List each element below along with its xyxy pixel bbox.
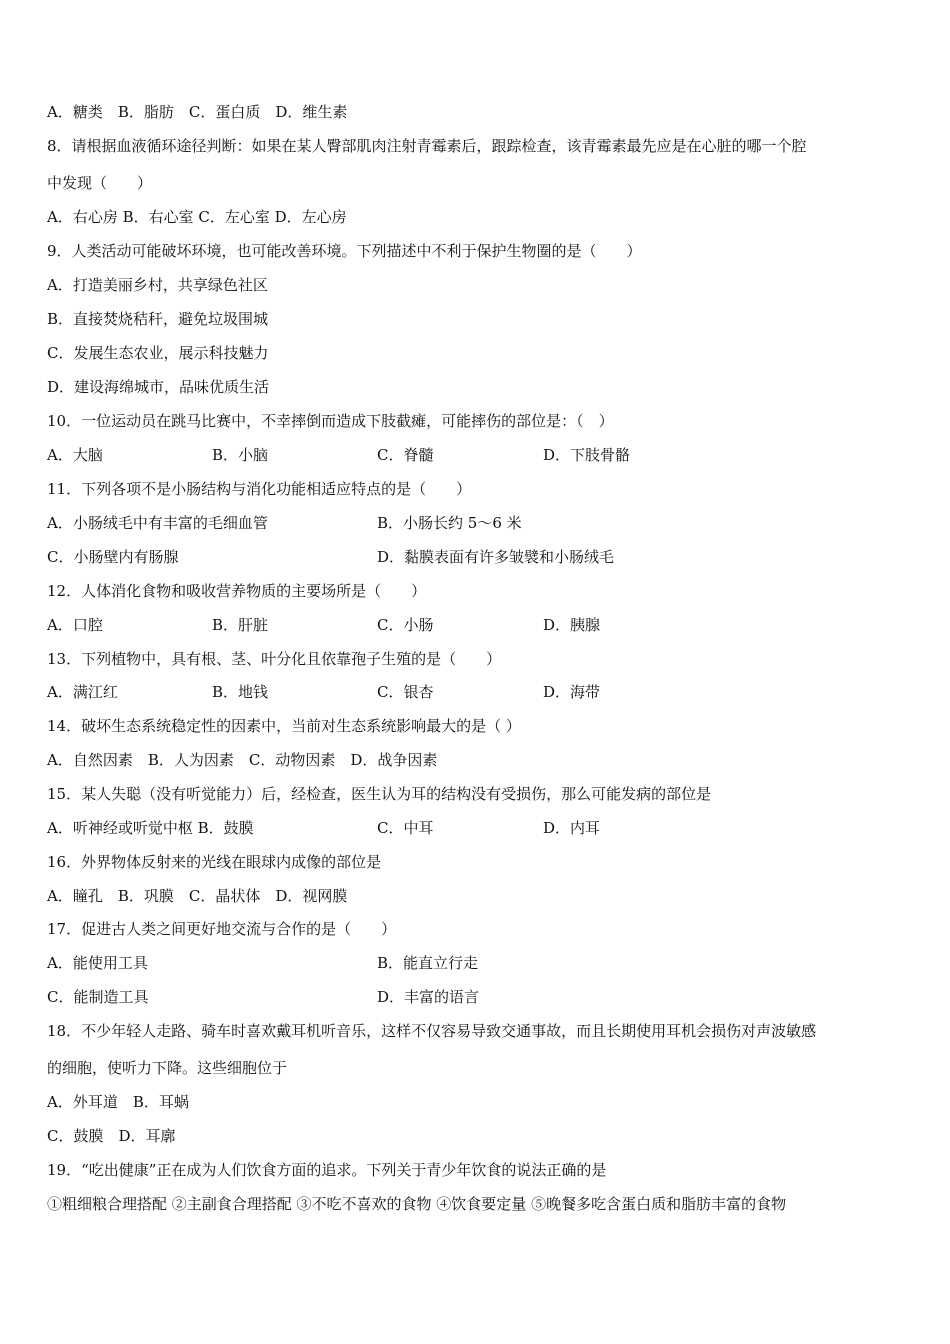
q8-stem-line-1: 8．请根据血液循环途径判断：如果在某人臀部肌肉注射青霉素后，跟踪检查，该青霉素最先应是在心脏的哪一个腔 xyxy=(47,137,807,155)
q18-options-line-1: A．外耳道 B．耳蜗 xyxy=(47,1093,189,1111)
q13-option-d: D．海带 xyxy=(543,683,601,701)
q12-option-b: B．肝脏 xyxy=(212,616,269,634)
q9-option-d: D．建设海绵城市，品味优质生活 xyxy=(47,378,270,396)
q17-stem: 17．促进古人类之间更好地交流与合作的是（ ） xyxy=(47,920,397,938)
q15-option-c: C．中耳 xyxy=(377,819,434,837)
q8-options: A．右心房 B．右心室 C．左心室 D．左心房 xyxy=(47,208,347,226)
q11-stem: 11．下列各项不是小肠结构与消化功能相适应特点的是（ ） xyxy=(47,480,472,498)
q11-option-c: C．小肠壁内有肠腺 xyxy=(47,548,179,566)
q9-stem: 9．人类活动可能破坏环境，也可能改善环境。下列描述中不利于保护生物圈的是（ ） xyxy=(47,242,642,260)
q16-stem: 16．外界物体反射来的光线在眼球内成像的部位是 xyxy=(47,853,382,871)
q17-option-d: D．丰富的语言 xyxy=(377,988,480,1006)
q15-option-d: D．内耳 xyxy=(543,819,601,837)
q14-options: A．自然因素 B．人为因素 C．动物因素 D．战争因素 xyxy=(47,751,438,769)
q12-option-d: D．胰腺 xyxy=(543,616,601,634)
q11-option-a: A．小肠绒毛中有丰富的毛细血管 xyxy=(47,514,268,532)
q18-stem-line-2: 的细胞，使听力下降。这些细胞位于 xyxy=(47,1059,288,1077)
q9-option-c: C．发展生态农业，展示科技魅力 xyxy=(47,344,269,362)
q8-stem-line-2: 中发现（ ） xyxy=(47,174,153,192)
q10-option-a: A．大脑 xyxy=(47,446,103,464)
q10-stem: 10．一位运动员在跳马比赛中，不幸摔倒而造成下肢截瘫，可能摔伤的部位是：（ ） xyxy=(47,412,614,430)
q18-stem-line-1: 18．不少年轻人走路、骑车时喜欢戴耳机听音乐，这样不仅容易导致交通事故，而且长期使用耳机会损伤对声波敏感 xyxy=(47,1022,817,1040)
q9-option-b: B．直接焚烧秸秆，避免垃圾围城 xyxy=(47,310,269,328)
q7-options: A．糖类 B．脂肪 C．蛋白质 D．维生素 xyxy=(47,103,348,121)
q17-option-a: A．能使用工具 xyxy=(47,954,148,972)
q12-option-a: A．口腔 xyxy=(47,616,103,634)
q19-items: ①粗细粮合理搭配 ②主副食合理搭配 ③不吃不喜欢的食物 ④饮食要定量 ⑤晚餐多吃含蛋白质和脂肪丰富的食物 xyxy=(47,1195,787,1213)
q17-option-b: B．能直立行走 xyxy=(377,954,479,972)
q10-option-d: D．下肢骨骼 xyxy=(543,446,631,464)
q12-stem: 12．人体消化食物和吸收营养物质的主要场所是（ ） xyxy=(47,582,427,600)
q16-options: A．瞳孔 B．巩膜 C．晶状体 D．视网膜 xyxy=(47,887,348,905)
q13-stem: 13．下列植物中，具有根、茎、叶分化且依靠孢子生殖的是（ ） xyxy=(47,650,502,668)
q17-option-c: C．能制造工具 xyxy=(47,988,149,1006)
q19-stem: 19．“吃出健康”正在成为人们饮食方面的追求。下列关于青少年饮食的说法正确的是 xyxy=(47,1161,607,1179)
q14-stem: 14．破坏生态系统稳定性的因素中，当前对生态系统影响最大的是（ ） xyxy=(47,717,521,735)
q15-option-ab: A．听神经或听觉中枢 B．鼓膜 xyxy=(47,819,254,837)
q12-option-c: C．小肠 xyxy=(377,616,434,634)
q18-options-line-2: C．鼓膜 D．耳廓 xyxy=(47,1127,176,1145)
q15-stem: 15．某人失聪（没有听觉能力）后，经检查，医生认为耳的结构没有受损伤，那么可能发病的部位是 xyxy=(47,785,712,803)
q10-option-c: C．脊髓 xyxy=(377,446,434,464)
q11-option-d: D．黏膜表面有许多皱襞和小肠绒毛 xyxy=(377,548,615,566)
q11-option-b: B．小肠长约 5～6 米 xyxy=(377,514,522,532)
q10-option-b: B．小脑 xyxy=(212,446,269,464)
q13-option-b: B．地钱 xyxy=(212,683,269,701)
q13-option-c: C．银杏 xyxy=(377,683,434,701)
q9-option-a: A．打造美丽乡村，共享绿色社区 xyxy=(47,276,268,294)
q13-option-a: A．满江红 xyxy=(47,683,118,701)
